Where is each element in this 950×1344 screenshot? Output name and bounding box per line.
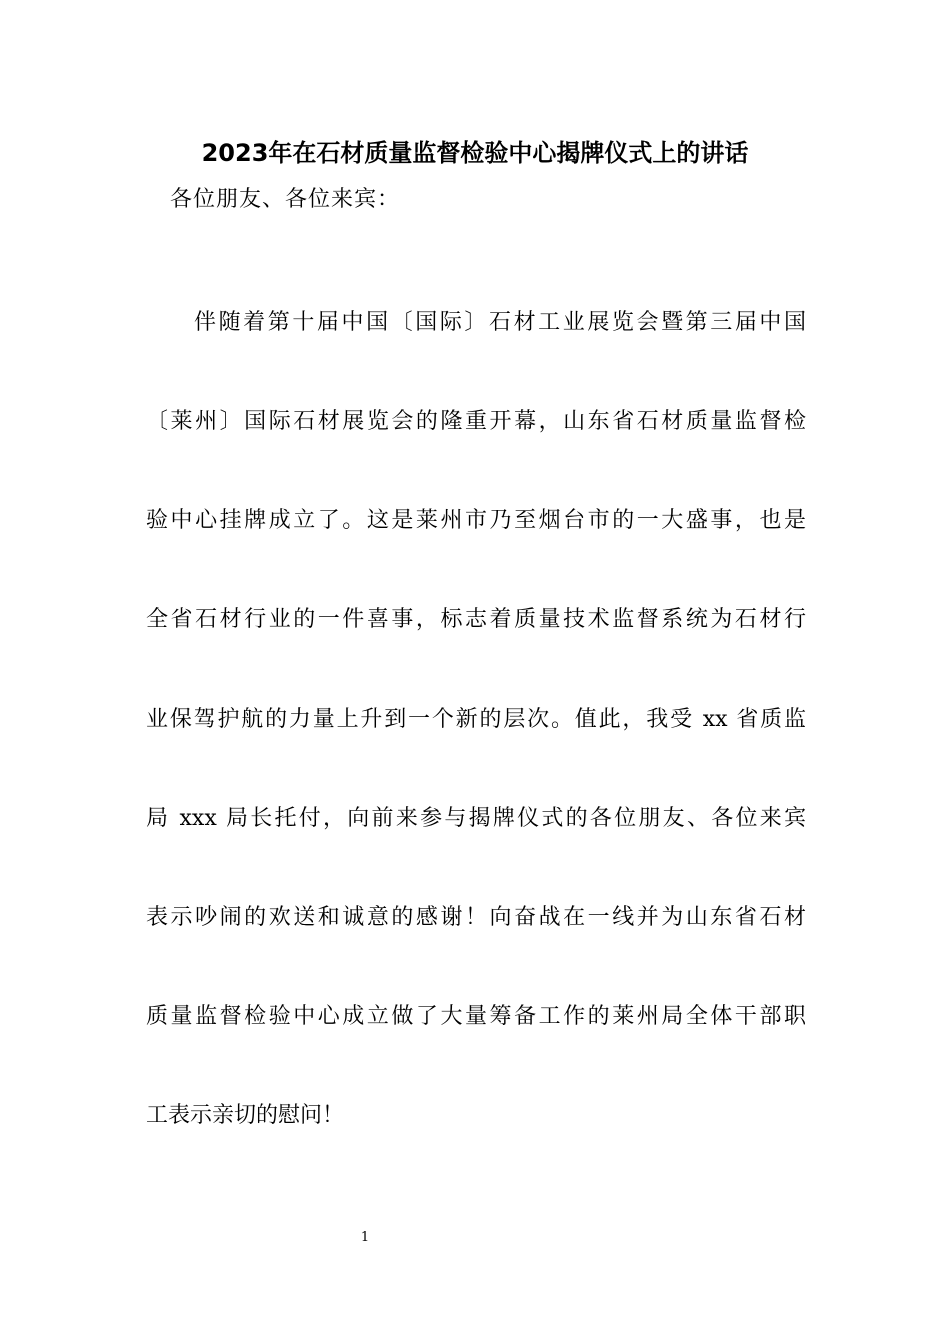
- paragraph-line: 验中心挂牌成立了。这是莱州市乃至烟台市的一大盛事，也是: [146, 508, 806, 533]
- paragraph-line: 全省石材行业的一件喜事，标志着质量技术监督系统为石材行: [146, 607, 806, 632]
- paragraph-line: 工表示亲切的慰问！: [146, 1103, 345, 1128]
- salutation: 各位朋友、各位来宾：: [170, 187, 401, 212]
- paragraph-line: 局 xxx 局长托付，向前来参与揭牌仪式的各位朋友、各位来宾: [146, 806, 806, 831]
- paragraph-line: 伴随着第十届中国〔国际〕石材工业展览会暨第三届中国: [194, 310, 806, 335]
- paragraph-line: 质量监督检验中心成立做了大量筹备工作的莱州局全体干部职: [146, 1004, 806, 1029]
- page-title: 2023年在石材质量监督检验中心揭牌仪式上的讲话: [201, 139, 749, 167]
- paragraph-line: 表示吵闹的欢送和诚意的感谢！向奋战在一线并为山东省石材: [146, 905, 806, 930]
- paragraph-line: 〔莱州〕国际石材展览会的隆重开幕，山东省石材质量监督检: [146, 409, 806, 434]
- paragraph-line: 业保驾护航的力量上升到一个新的层次。值此，我受 xx 省质监: [146, 707, 806, 732]
- page-number: 1: [360, 1230, 370, 1245]
